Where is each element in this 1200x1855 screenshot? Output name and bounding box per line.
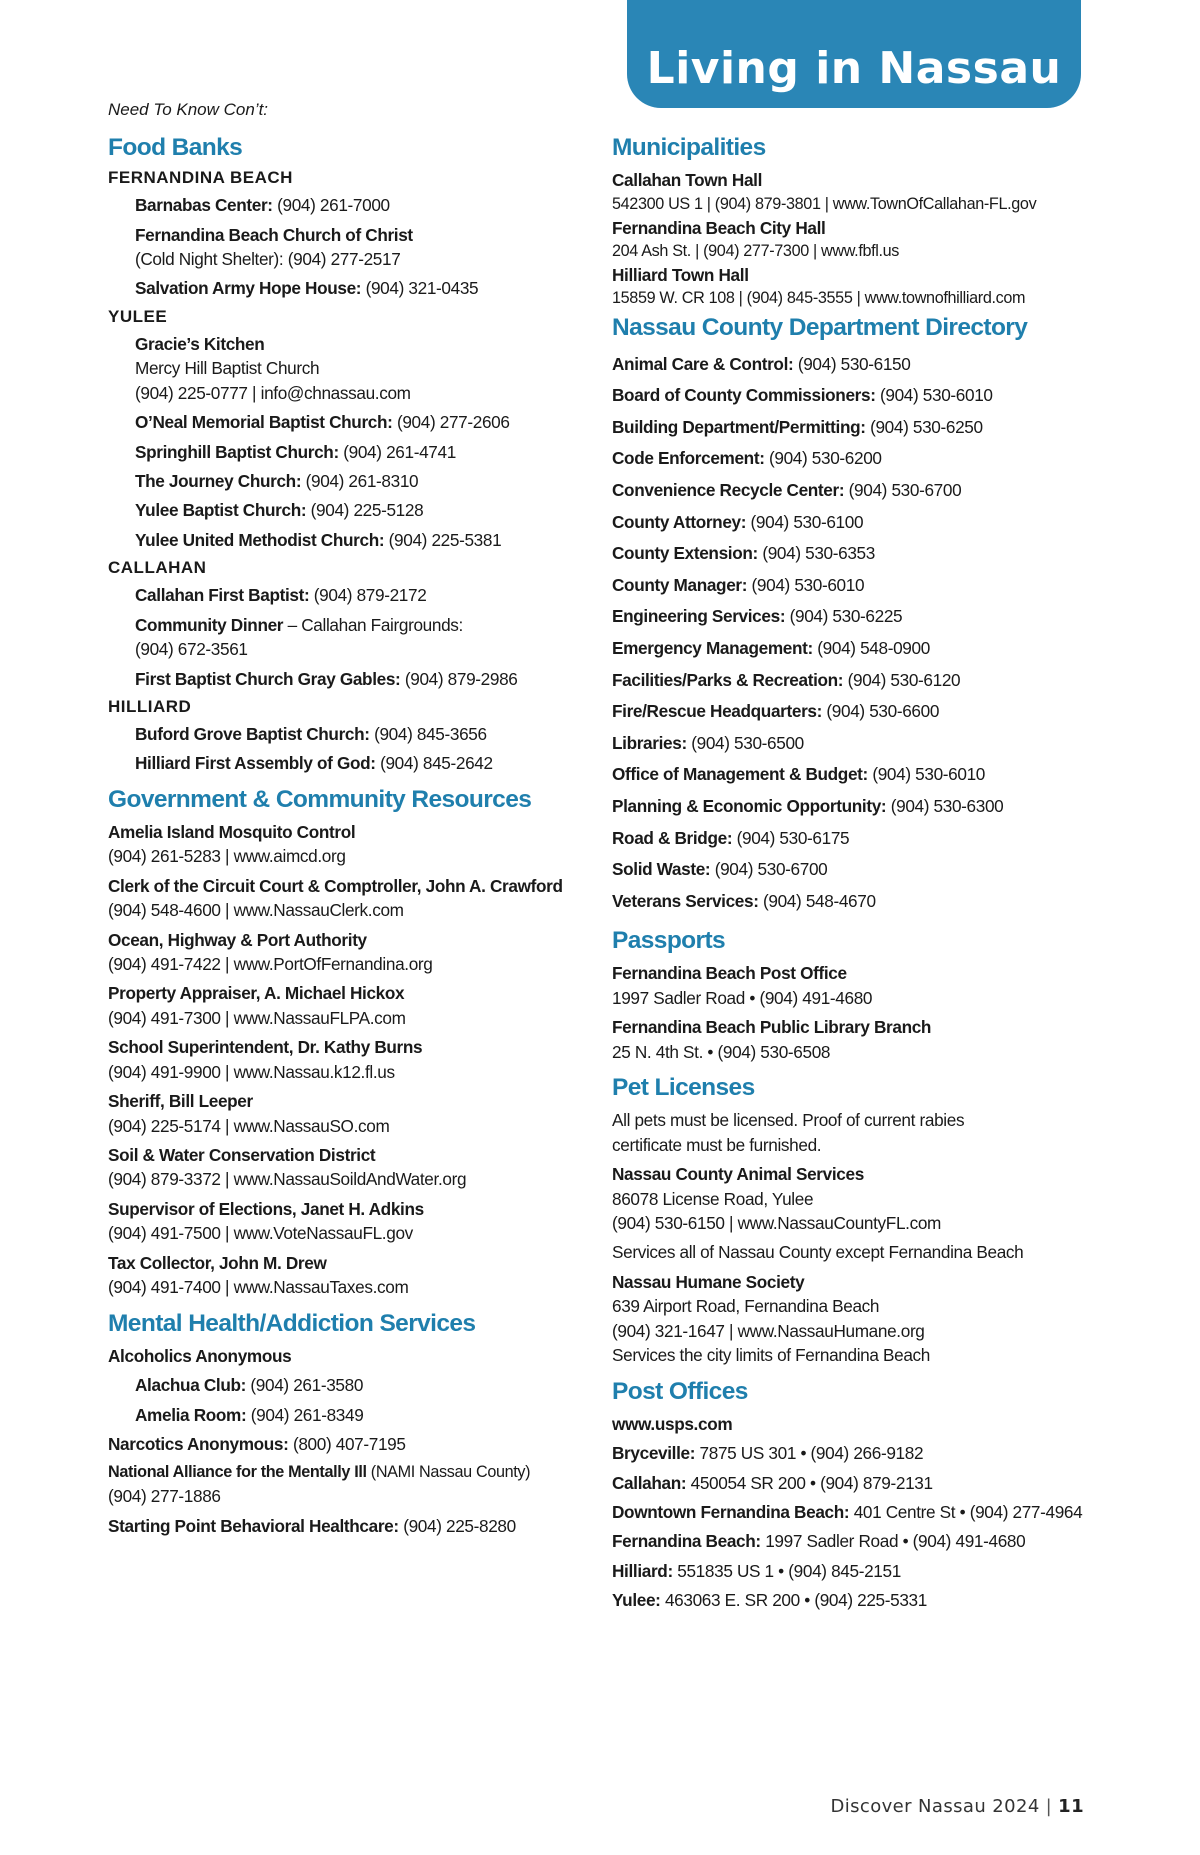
region-callahan: CALLAHAN [108, 558, 207, 578]
list-item: Solid Waste: (904) 530-6700 [612, 859, 828, 880]
page-title: Living in Nassau [646, 43, 1062, 94]
list-item: Convenience Recycle Center: (904) 530-6700 [612, 479, 962, 500]
list-item: Fernandina Beach Public Library Branch 25 N. 4th St. • (904) 530-6508 [612, 1017, 932, 1062]
list-item: The Journey Church: (904) 261-8310 [135, 470, 419, 491]
food-banks-title: Food Banks [108, 134, 243, 161]
list-item: First Baptist Church Gray Gables: (904) 879-2986 [135, 668, 518, 689]
list-item: Callahan Town Hall 542300 US 1 | (904) 879-3801 | www.TownOfCallahan-FL.gov [612, 170, 1037, 213]
list-item: Nassau County Animal Services 86078 License Road, Yulee (904) 530-6150 | www.NassauCountyFL.com [612, 1164, 942, 1234]
list-item: Narcotics Anonymous: (800) 407-7195 [108, 1433, 406, 1454]
list-item: Gracie’s Kitchen Mercy Hill Baptist Church (904) 225-0777 | info@chnassau.com [135, 333, 411, 403]
region-hilliard: HILLIARD [108, 696, 192, 716]
list-item: Alachua Club: (904) 261-3580 [135, 1375, 364, 1396]
list-item: Engineering Services: (904) 530-6225 [612, 606, 903, 627]
directory-list [612, 349, 1112, 918]
list-item: Clerk of the Circuit Court & Comptroller, John A. Crawford (904) 548-4600 | www.NassauClerk.com [108, 875, 563, 921]
list-item: Building Department/Permitting: (904) 530-6250 [612, 416, 983, 437]
list-item: Supervisor of Elections, Janet H. Adkins (904) 491-7500 | www.VoteNassauFL.gov [108, 1198, 424, 1244]
list-item: Soil & Water Conservation District (904) 879-3372 | www.NassauSoildAndWater.org [108, 1145, 467, 1190]
list-item: Yulee: 463063 E. SR 200 • (904) 225-5331 [612, 1590, 927, 1611]
list-item: Hilliard: 551835 US 1 • (904) 845-2151 [612, 1560, 901, 1581]
region-fernandina: FERNANDINA BEACH [108, 168, 293, 188]
list-item: Hilliard First Assembly of God: (904) 845-2642 [135, 753, 493, 774]
list-item: County Extension: (904) 530-6353 [612, 543, 875, 564]
list-item: Yulee Baptist Church: (904) 225-5128 [135, 500, 424, 521]
list-item: Fernandina Beach Church of Christ (Cold Night Shelter): (904) 277-2517 [135, 224, 413, 270]
pet-licenses-intro: All pets must be licensed. Proof of current rabies certificate must be furnished. [612, 1110, 965, 1155]
list-item: Emergency Management: (904) 548-0900 [612, 637, 930, 658]
list-item: Alcoholics Anonymous [108, 1345, 292, 1366]
list-item: Animal Care & Control: (904) 530-6150 [612, 353, 911, 374]
footer-separator: | [1045, 1796, 1053, 1817]
list-item: Facilities/Parks & Recreation: (904) 530-6120 [612, 669, 961, 690]
list-item: School Superintendent, Dr. Kathy Burns (904) 491-9900 | www.Nassau.k12.fl.us [108, 1037, 423, 1082]
list-item: Bryceville: 7875 US 301 • (904) 266-9182 [612, 1443, 924, 1464]
list-item: Property Appraiser, A. Michael Hickox (904) 491-7300 | www.NassauFLPA.com [108, 983, 406, 1028]
list-item: National Alliance for the Mentally Ill (NAMI Nassau County) (904) 277-1886 [108, 1463, 531, 1507]
government-list [108, 820, 578, 1300]
mental-health-title: Mental Health/Addiction Services [108, 1309, 476, 1337]
list-item: Downtown Fernandina Beach: 401 Centre St • (904) 277-4964 [612, 1501, 1083, 1522]
government-title: Government & Community Resources [108, 785, 532, 813]
region-yulee: YULEE [108, 306, 168, 326]
list-item: Fernandina Beach Post Office 1997 Sadler Road • (904) 491-4680 [612, 963, 873, 1008]
list-item: Starting Point Behavioral Healthcare: (904) 225-8280 [108, 1515, 516, 1536]
list-item: Tax Collector, John M. Drew (904) 491-7400 | www.NassauTaxes.com [108, 1252, 409, 1298]
right-column [612, 134, 1112, 1618]
list-item: O’Neal Memorial Baptist Church: (904) 277-2606 [135, 412, 510, 433]
list-item: Board of County Commissioners: (904) 530-6010 [612, 385, 993, 406]
list-item: Community Dinner – Callahan Fairgrounds: (904) 672-3561 [135, 614, 463, 660]
list-item: Veterans Services: (904) 548-4670 [612, 890, 876, 911]
page-footer [830, 1796, 1084, 1817]
pet-licenses-title: Pet Licenses [612, 1074, 755, 1102]
list-item: Libraries: (904) 530-6500 [612, 732, 804, 753]
list-item: Callahan: 450054 SR 200 • (904) 879-2131 [612, 1472, 933, 1493]
list-item: Road & Bridge: (904) 530-6175 [612, 827, 850, 848]
passports-title: Passports [612, 927, 726, 955]
list-item: County Manager: (904) 530-6010 [612, 574, 865, 595]
list-item: Fernandina Beach: 1997 Sadler Road • (904) 491-4680 [612, 1531, 1026, 1552]
list-item: Services all of Nassau County except Fernandina Beach [612, 1242, 1024, 1263]
list-item: Planning & Economic Opportunity: (904) 530-6300 [612, 795, 1004, 816]
list-item: Sheriff, Bill Leeper (904) 225-5174 | www.NassauSO.com [108, 1091, 390, 1136]
list-item: Barnabas Center: (904) 261-7000 [135, 195, 390, 216]
list-item: Code Enforcement: (904) 530-6200 [612, 448, 882, 469]
list-item: Callahan First Baptist: (904) 879-2172 [135, 585, 427, 606]
list-item: Fernandina Beach City Hall 204 Ash St. | (904) 277-7300 | www.fbfl.us [612, 217, 900, 261]
left-column [108, 100, 578, 1543]
post-offices-title: Post Offices [612, 1377, 748, 1405]
directory-title: Nassau County Department Directory [612, 314, 1028, 342]
list-item: Buford Grove Baptist Church: (904) 845-3656 [135, 723, 487, 744]
list-item: Ocean, Highway & Port Authority (904) 491-7422 | www.PortOfFernandina.org [108, 929, 433, 975]
list-item: Springhill Baptist Church: (904) 261-4741 [135, 441, 456, 462]
header-banner [627, 0, 1081, 108]
intro-note: Need To Know Con’t: [108, 100, 269, 119]
list-item: Office of Management & Budget: (904) 530-6010 [612, 764, 985, 785]
list-item: Yulee United Methodist Church: (904) 225-5381 [135, 529, 502, 550]
list-item: Amelia Island Mosquito Control (904) 261-5283 | www.aimcd.org [108, 821, 356, 867]
list-item: Amelia Room: (904) 261-8349 [135, 1404, 364, 1425]
page-number: 11 [1058, 1796, 1084, 1817]
list-item: County Attorney: (904) 530-6100 [612, 511, 864, 532]
usps-link[interactable]: www.usps.com [612, 1413, 733, 1434]
list-item: Fire/Rescue Headquarters: (904) 530-6600 [612, 701, 940, 722]
municipalities-title: Municipalities [612, 134, 766, 161]
list-item: Salvation Army Hope House: (904) 321-0435 [135, 278, 479, 299]
list-item: Nassau Humane Society 639 Airport Road, Fernandina Beach (904) 321-1647 | www.NassauHumane.org Services the city limits of Fernandina Beach [612, 1271, 930, 1366]
publication-name: Discover Nassau 2024 [830, 1796, 1040, 1817]
list-item: Hilliard Town Hall 15859 W. CR 108 | (904) 845-3555 | www.townofhilliard.com [612, 265, 1026, 308]
